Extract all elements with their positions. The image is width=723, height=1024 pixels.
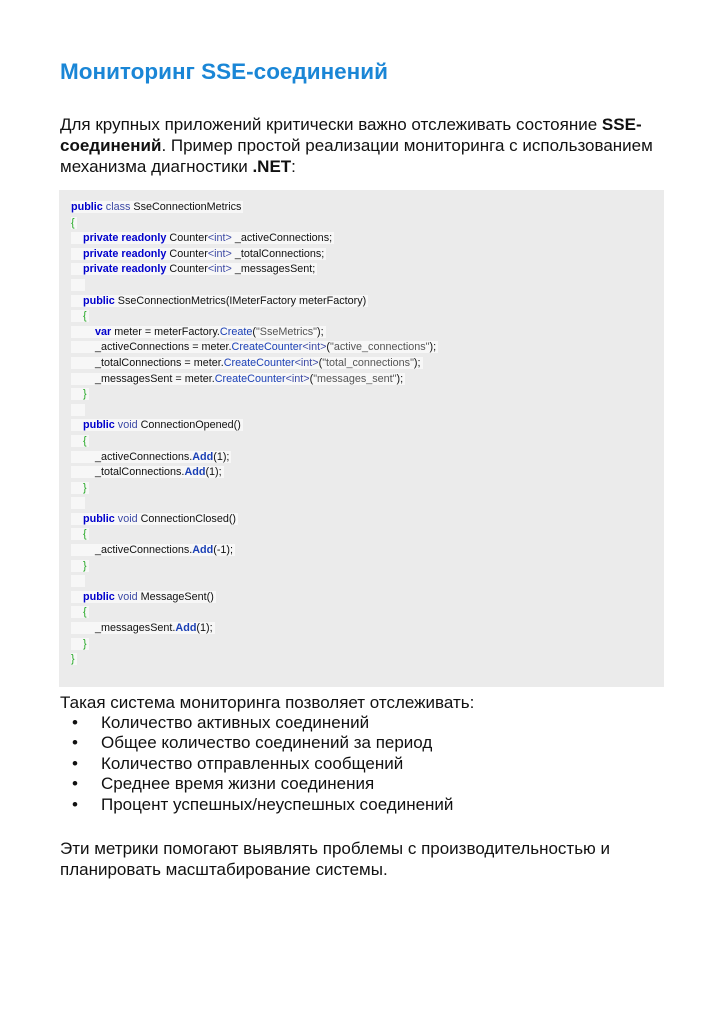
code-token: _messagesSent; [231,263,316,276]
code-token: public [83,419,115,432]
code-token: private readonly [83,247,167,260]
code-token: private readonly [83,232,167,245]
code-token: ); [429,341,437,354]
intro-paragraph [60,114,670,177]
list-item [60,713,453,733]
code-line [59,216,438,232]
code-line [59,200,438,216]
code-line [59,652,438,668]
code-token: _totalConnections. [71,466,185,479]
code-token [71,388,83,400]
code-token: ( [318,356,323,369]
code-line [59,340,438,356]
code-line [59,465,438,481]
code-token: "total_connections" [322,356,414,369]
code-token: <int> [207,263,232,276]
code-block [59,190,664,687]
list-item-text: Процент успешных/неуспешных соединений [101,794,454,814]
code-token: ( [252,325,256,338]
code-line [59,309,438,325]
code-token [71,591,83,603]
code-token: { [83,606,87,619]
code-listing [59,200,438,668]
code-token [71,560,83,572]
code-token: } [83,481,87,494]
code-token: public [83,512,115,525]
code-line [59,590,438,606]
code-line [59,294,438,310]
code-token [71,513,83,525]
code-token [71,248,83,260]
code-token [71,638,83,650]
code-token: ( [309,372,314,385]
code-token: class [105,201,131,213]
code-token [71,232,83,244]
list-item [60,795,453,815]
code-line [59,637,438,653]
code-token: (1); [205,466,222,479]
bullet-icon: • [72,713,78,732]
code-line [59,481,438,497]
code-token: ); [317,325,324,338]
code-token: } [83,637,87,650]
intro-text-1: Для крупных приложений критически важно отслеживать состояние [60,115,602,134]
bullet-icon: • [72,774,78,794]
code-token [71,279,83,291]
code-token: ); [396,372,404,385]
code-token: (-1); [213,544,234,557]
code-token: "messages_sent" [313,372,397,385]
code-token: Counter [166,247,208,260]
code-token: "SseMetrics" [255,325,318,338]
code-line [59,559,438,575]
code-token: CreateCounter [231,341,303,354]
code-token: _totalConnections; [231,247,325,260]
code-token [71,482,83,494]
code-line [59,605,438,621]
code-token: (1); [196,622,213,635]
bullet-icon: • [72,733,78,753]
list-intro: Такая система мониторинга позволяет отслеживать: [60,693,475,712]
bullet-icon: • [72,753,78,773]
code-line [59,621,438,637]
bullet-icon: • [72,794,78,814]
code-token: CreateCounter [214,372,286,385]
list-item-text: Общее количество соединений за период [101,733,433,753]
code-token [71,528,83,540]
list-item [60,774,453,794]
code-token: void [117,419,138,432]
code-token: public [83,294,115,307]
code-token: Add [192,450,214,463]
list-item [60,754,453,774]
outro-paragraph: Эти метрики помогают выявлять проблемы с производительностью и планировать масштабирование системы. [60,839,611,879]
code-token: Add [184,466,206,479]
code-token: Create [219,325,253,338]
code-token: void [117,512,138,525]
code-token: <int> [207,247,232,260]
code-token: CreateCounter [223,356,295,369]
code-token: { [83,434,87,447]
code-token: public [83,590,115,603]
code-line [59,450,438,466]
code-token: } [83,388,87,401]
code-token: _totalConnections = meter. [71,356,224,369]
code-token [71,435,83,447]
code-token: SseConnectionMetrics [130,201,242,213]
code-token [71,295,83,307]
feature-list [60,713,453,815]
code-line [59,231,438,247]
code-token: _activeConnections. [71,544,193,557]
code-token [71,606,83,618]
code-line [59,262,438,278]
code-token: _messagesSent = meter. [71,372,215,385]
code-token: public [71,201,103,213]
code-token: ( [326,341,330,354]
code-token [71,419,83,431]
code-token: _messagesSent. [71,622,176,635]
intro-bold-net: .NET [252,157,292,176]
code-line [59,434,438,450]
code-token [71,497,83,509]
code-token: } [71,653,75,666]
intro-text-2: . Пример простой реализации мониторинга с использованием механизма диагностики [60,136,653,176]
code-token: <int> [294,356,319,369]
list-item-text: Среднее время жизни соединения [101,774,375,794]
code-token: { [83,528,87,541]
code-token [71,263,83,275]
intro-text-3: : [291,157,296,176]
list-item [60,733,453,753]
code-token: _activeConnections = meter. [71,341,232,354]
code-token: "active_connections" [330,341,430,354]
code-token: ); [413,356,421,369]
code-line [59,403,438,419]
code-token: } [83,559,87,572]
code-token [71,326,95,338]
code-line [59,527,438,543]
code-token: meter = meterFactory. [111,325,220,338]
code-token: <int> [285,372,310,385]
code-line [59,278,438,294]
code-token: { [71,216,75,229]
code-token: ConnectionOpened() [137,419,241,432]
code-line [59,372,438,388]
code-token: Add [175,622,197,635]
code-line [59,387,438,403]
list-item-text: Количество отправленных сообщений [101,753,404,773]
code-token: _activeConnections; [231,232,333,245]
code-token [71,575,83,587]
code-token: <int> [207,232,232,245]
code-token: MessageSent() [137,590,214,603]
code-line [59,325,438,341]
code-token: Counter [166,263,208,276]
code-line [59,543,438,559]
code-line [59,418,438,434]
code-token: void [117,590,138,603]
code-token: private readonly [83,263,167,276]
code-token: SseConnectionMetrics(IMeterFactory meterFactory) [114,294,367,307]
code-token: Add [192,544,214,557]
code-token: _activeConnections. [71,450,193,463]
page-title: Мониторинг SSE-соединений [60,59,388,84]
code-token: ConnectionClosed() [137,512,237,525]
code-line [59,496,438,512]
code-token [71,310,83,322]
code-token: { [83,310,87,323]
code-line [59,247,438,263]
code-token: <int> [302,341,327,354]
code-token: (1); [213,450,230,463]
code-token: var [95,325,112,338]
code-line [59,356,438,372]
code-line [59,512,438,528]
code-token: Counter [166,232,208,245]
code-line [59,574,438,590]
list-item-text: Количество активных соединений [101,713,370,732]
intro-bold-sse: SSE-соединений [60,115,642,155]
code-token [71,404,83,416]
